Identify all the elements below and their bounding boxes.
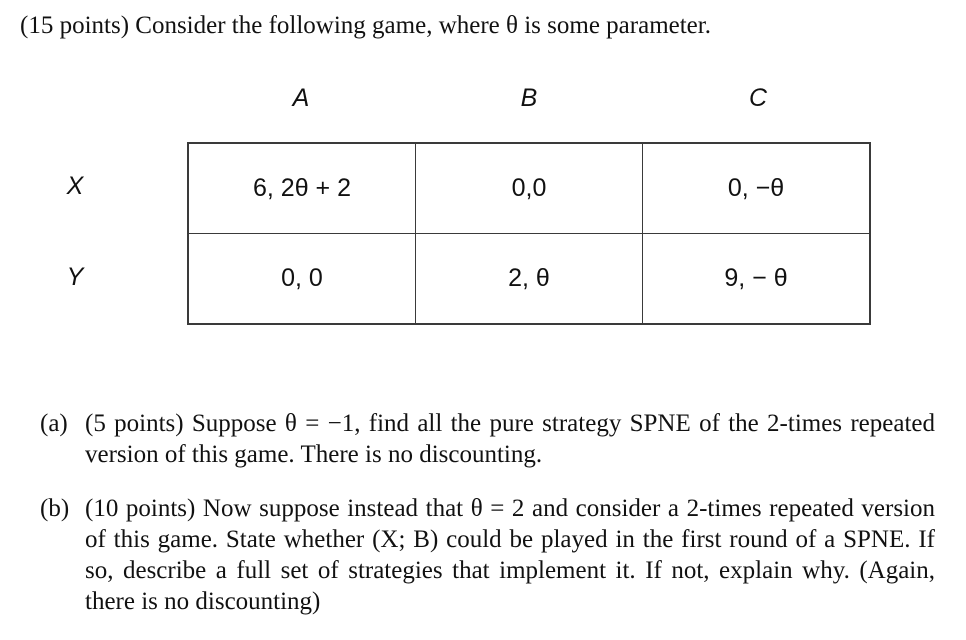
payoff-cell-y-c: 9, − θ bbox=[643, 234, 871, 325]
payoff-cell-x-b: 0,0 bbox=[416, 143, 643, 234]
payoff-matrix bbox=[187, 142, 871, 325]
column-header-a: A bbox=[292, 84, 310, 112]
row-header-y: Y bbox=[66, 263, 84, 291]
question-intro: (15 points) Consider the following game, where θ is some parameter. bbox=[20, 12, 711, 39]
payoff-cell-y-a: 0, 0 bbox=[188, 234, 416, 325]
payoff-cell-x-c: 0, −θ bbox=[643, 143, 871, 234]
column-header-c: C bbox=[748, 84, 768, 112]
part-b-label: (b) bbox=[40, 495, 70, 522]
payoff-cell-x-a: 6, 2θ + 2 bbox=[188, 143, 416, 234]
payoff-row-y bbox=[188, 234, 870, 325]
payoff-row-x bbox=[188, 143, 870, 234]
row-header-x: X bbox=[66, 172, 84, 200]
part-a-label: (a) bbox=[40, 410, 68, 437]
part-b bbox=[40, 493, 935, 617]
part-b-text: (10 points) Now suppose instead that θ = 2 and consider a 2-times repeated version of this game. State whether (X; B) could be played in the first round of a SPNE. If so, describe a full set of strategies that implement it. If not, explain why. (Again, there is no discounting) bbox=[85, 495, 935, 615]
payoff-cell-y-b: 2, θ bbox=[416, 234, 643, 325]
part-a-text: (5 points) Suppose θ = −1, find all the pure strategy SPNE of the 2-times repeated version of this game. There is no discounting. bbox=[85, 410, 935, 468]
part-a bbox=[40, 408, 935, 470]
column-header-b: B bbox=[520, 84, 538, 112]
